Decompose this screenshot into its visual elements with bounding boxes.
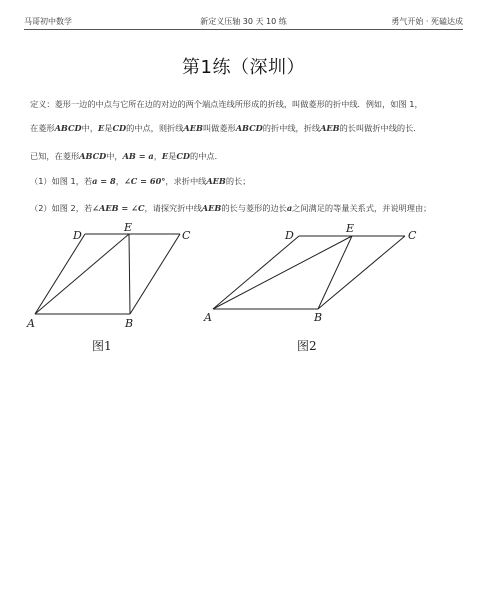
definition-text: 定义：菱形一边的中点与它所在边的对边的两个端点连线所形成的折线，叫做菱形的折中线．例如，如图 1，: [30, 99, 423, 109]
text-segment: （2）如图 2，若: [30, 203, 93, 213]
math-term: E: [98, 123, 105, 133]
text-segment: 是: [104, 123, 113, 133]
definition-line-1: [30, 98, 460, 110]
definition-line-2: [30, 122, 460, 134]
text-segment: 的长与菱形的边长: [221, 203, 287, 213]
segment-ae: [35, 234, 129, 314]
math-term: AEB: [206, 176, 226, 186]
header-right-text: 勇气开始 · 死磕达成: [391, 17, 463, 26]
page-title: 第1练（深圳）: [182, 57, 305, 78]
point-label-d: D: [285, 229, 294, 242]
text-segment: 的中点．: [190, 151, 223, 161]
point-label-b: B: [314, 311, 323, 324]
figure-1-caption: 图1: [92, 339, 112, 353]
segment-bc: [130, 234, 180, 314]
segment-da: [213, 236, 299, 309]
math-term: E: [161, 151, 169, 161]
figure-1-rhombus-diagram: [22, 222, 202, 337]
text-segment: 叫做菱形: [202, 123, 236, 133]
text-segment: 已知，在菱形: [30, 151, 80, 161]
text-segment: （1）如图 1，若: [30, 176, 93, 186]
text-segment: 的长叫做折中线的长．: [339, 123, 422, 133]
math-term: ABCD: [54, 123, 82, 133]
header-center-text: 新定义压轴 30 天 10 练: [200, 17, 287, 26]
known-conditions: [30, 150, 460, 162]
text-segment: 的折中线，折线: [262, 123, 321, 133]
header-divider: [24, 29, 463, 30]
point-label-b: B: [125, 317, 134, 330]
text-segment: 的中点，则折线: [126, 123, 184, 133]
segment-eb: [129, 234, 130, 314]
point-label-a: A: [27, 317, 35, 330]
text-segment: ，: [153, 151, 162, 161]
math-term: ABCD: [235, 123, 263, 133]
segment-da: [35, 234, 85, 314]
text-segment: 中，: [81, 123, 99, 133]
math-term: AEB: [201, 203, 222, 213]
text-segment: ，请探究折中线: [144, 203, 202, 213]
figure-2-caption: 图2: [297, 339, 317, 353]
figure-2-rhombus-diagram: [200, 222, 430, 327]
math-term: AEB: [183, 123, 203, 133]
point-label-c: C: [408, 229, 417, 242]
math-term: CD: [176, 151, 190, 161]
math-term: ABCD: [79, 151, 107, 161]
text-segment: 之间满足的等量关系式，并说明理由；: [292, 203, 432, 213]
point-label-c: C: [182, 229, 191, 242]
math-term: ∠AEB = ∠C: [92, 203, 145, 213]
point-label-e: E: [346, 222, 355, 235]
point-label-e: E: [124, 221, 133, 234]
page-header: [24, 14, 463, 30]
segment-eb: [318, 236, 352, 309]
math-term: AB = a: [122, 151, 154, 161]
text-segment: 在菱形: [30, 123, 55, 133]
text-segment: ，: [115, 176, 124, 186]
question-1: [30, 175, 460, 187]
text-segment: 是: [168, 151, 177, 161]
math-term: a = 8: [92, 176, 116, 186]
text-segment: 的长；: [225, 176, 251, 186]
math-term: a: [286, 203, 293, 213]
point-label-d: D: [73, 229, 82, 242]
text-segment: ，求折中线: [165, 176, 207, 186]
math-term: AEB: [320, 123, 340, 133]
question-2: [30, 202, 460, 214]
text-segment: 中，: [106, 151, 123, 161]
point-label-a: A: [204, 311, 212, 324]
math-term: ∠C = 60°: [123, 176, 166, 186]
header-left-text: 马哥初中数学: [24, 17, 72, 26]
math-term: CD: [112, 123, 127, 133]
